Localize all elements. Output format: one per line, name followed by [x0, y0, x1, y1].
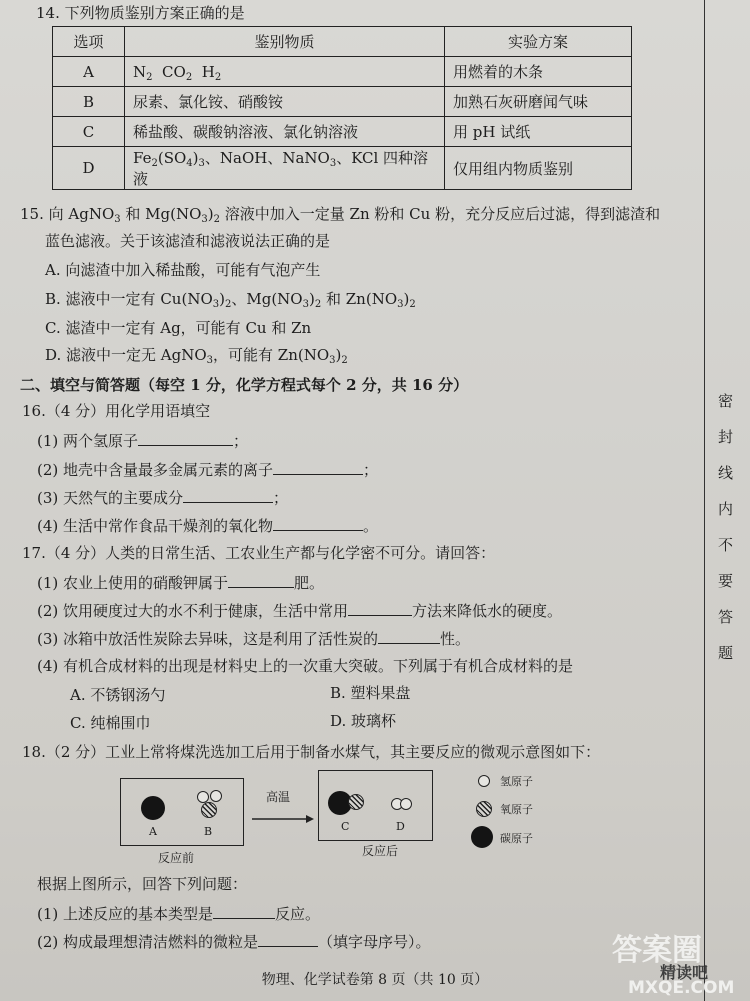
q14-stem: 14. 下列物质鉴别方案正确的是	[36, 4, 245, 22]
watermark-tag: 精读吧	[660, 963, 709, 982]
legend-oxygen: 氧原子	[500, 803, 533, 816]
before-caption: 反应前	[158, 851, 195, 865]
answer-blank	[273, 516, 363, 531]
page-footer: 物理、化学试卷第 8 页（共 10 页）	[261, 972, 489, 988]
q18-prompt: 根据上图所示，回答下列问题：	[37, 875, 248, 893]
q15-option-a: A. 向滤渣中加入稀盐酸，可能有气泡产生	[45, 261, 321, 279]
row-plan: 用 pH 试纸	[445, 117, 632, 147]
oxygen-atom-icon	[201, 802, 217, 818]
after-box	[318, 770, 433, 841]
header-substance: 鉴别物质	[125, 27, 445, 57]
answer-blank	[273, 460, 363, 475]
label-c: C	[341, 820, 350, 833]
row-option: D	[53, 147, 125, 190]
q16-item-3: (3) 天然气的主要成分 ；	[37, 489, 289, 507]
q17-item-1: (1) 农业上使用的硝酸钾属于 肥。	[37, 574, 325, 592]
row-substances: 尿素、氯化铵、硝酸铵	[125, 87, 445, 117]
q15-stem: 15. 向 AgNO$_3$ 和 $Mg(NO_3)_2$ 溶液中加入一定量 Zn 粉和 Cu 粉，充分反应后过滤，得到滤渣和	[20, 205, 661, 225]
q17-item-3: (3) 冰箱中放活性炭除去异味，这是利用了活性炭的 性。	[37, 630, 471, 648]
table-row	[53, 147, 632, 190]
seal-char: 答	[718, 608, 734, 626]
row-substances: 稀盐酸、碳酸钠溶液、氯化钠溶液	[125, 117, 445, 147]
watermark-logo: 答案圈	[612, 933, 702, 968]
oxygen-atom-icon	[348, 794, 364, 810]
seal-rule	[704, 0, 705, 1001]
q15-option-c: C. 滤渣中一定有 Ag，可能有 Cu 和 Zn	[45, 319, 312, 337]
seal-line-margin	[703, 0, 750, 1001]
answer-blank	[213, 904, 275, 919]
q15-option-b: B. 滤液中一定有 $Cu(NO_3)_2$、$Mg(NO_3)_2$ 和 $Zn(NO_3)_2$	[45, 290, 416, 310]
watermark-site: MXQE.COM	[628, 978, 735, 998]
table-header-row	[53, 27, 632, 57]
q18-item-2: (2) 构成最理想清洁燃料的微粒是 （填字母序号）。	[37, 933, 431, 951]
q15-option-d: D. 滤液中一定无 AgNO$_3$，可能有 $Zn(NO_3)_2$	[45, 346, 348, 366]
carbon-legend-icon	[471, 826, 493, 848]
q14-table	[52, 26, 632, 190]
answer-blank	[138, 431, 233, 446]
row-substances: $N_2$ $CO_2$ $H_2$	[125, 57, 445, 87]
row-substances: $Fe_2(SO_4)_3$、NaOH、NaNO$_3$、KCl 四种溶液	[125, 147, 445, 190]
seal-char: 封	[718, 428, 734, 446]
label-b: B	[204, 825, 213, 838]
seal-char: 不	[718, 536, 734, 554]
q17-item-2: (2) 饮用硬度过大的水不利于健康，生活中常用 方法来降低水的硬度。	[37, 602, 563, 620]
section-heading: 二、填空与简答题（每空 1 分，化学方程式每个 2 分，共 16 分）	[20, 376, 469, 394]
seal-char: 内	[718, 500, 734, 518]
before-box	[120, 778, 244, 846]
label-a: A	[149, 825, 157, 838]
legend-carbon: 碳原子	[500, 832, 533, 845]
q15-stem-line2: 蓝色滤液。关于该滤渣和滤液说法正确的是	[45, 232, 331, 250]
row-option: C	[53, 117, 125, 147]
q16-stem: 16.（4 分）用化学用语填空	[22, 402, 211, 420]
q17-option-d: D. 玻璃杯	[330, 712, 397, 730]
q16-item-2: (2) 地壳中含量最多金属元素的离子 ；	[37, 461, 379, 479]
row-option: A	[53, 57, 125, 87]
after-caption: 反应后	[362, 844, 399, 858]
header-option: 选项	[53, 27, 125, 57]
header-plan: 实验方案	[445, 27, 632, 57]
label-d: D	[396, 820, 405, 833]
q17-option-c: C. 纯棉围巾	[70, 714, 151, 732]
q16-item-1: (1) 两个氢原子 ；	[37, 432, 249, 450]
hydrogen-legend-icon	[478, 775, 490, 787]
legend-hydrogen: 氢原子	[500, 775, 533, 788]
row-option: B	[53, 87, 125, 117]
seal-char: 要	[718, 572, 734, 590]
seal-char: 线	[718, 464, 734, 482]
row-plan: 用燃着的木条	[445, 57, 632, 87]
answer-blank	[378, 629, 440, 644]
row-plan: 加熟石灰研磨闻气味	[445, 87, 632, 117]
seal-char: 题	[718, 644, 734, 662]
hydrogen-atom-icon	[197, 791, 209, 803]
table-row	[53, 57, 632, 87]
q17-option-b: B. 塑料果盘	[330, 684, 411, 702]
table-row	[53, 117, 632, 147]
answer-blank	[183, 488, 273, 503]
q17-item-4: (4) 有机合成材料的出现是材料史上的一次重大突破。下列属于有机合成材料的是	[37, 657, 574, 675]
answer-blank	[228, 573, 294, 588]
seal-char: 密	[718, 392, 734, 410]
q17-option-a: A. 不锈钢汤勺	[70, 686, 166, 704]
condition-label: 高温	[266, 790, 291, 804]
reaction-arrow-icon	[252, 809, 314, 819]
answer-blank	[348, 601, 412, 616]
oxygen-legend-icon	[476, 801, 492, 817]
q18-item-1: (1) 上述反应的基本类型是 反应。	[37, 905, 321, 923]
table-row	[53, 87, 632, 117]
hydrogen-atom-icon	[210, 790, 222, 802]
carbon-atom-icon	[141, 796, 165, 820]
answer-blank	[258, 932, 318, 947]
q16-item-4: (4) 生活中常作食品干燥剂的氧化物 。	[37, 517, 379, 535]
q18-stem: 18.（2 分）工业上常将煤洗选加工后用于制备水煤气，其主要反应的微观示意图如下：	[22, 743, 601, 761]
q17-stem: 17.（4 分）人类的日常生活、工农业生产都与化学密不可分。请回答：	[22, 544, 496, 562]
hydrogen-atom-icon	[400, 798, 412, 810]
row-plan: 仅用组内物质鉴别	[445, 147, 632, 190]
